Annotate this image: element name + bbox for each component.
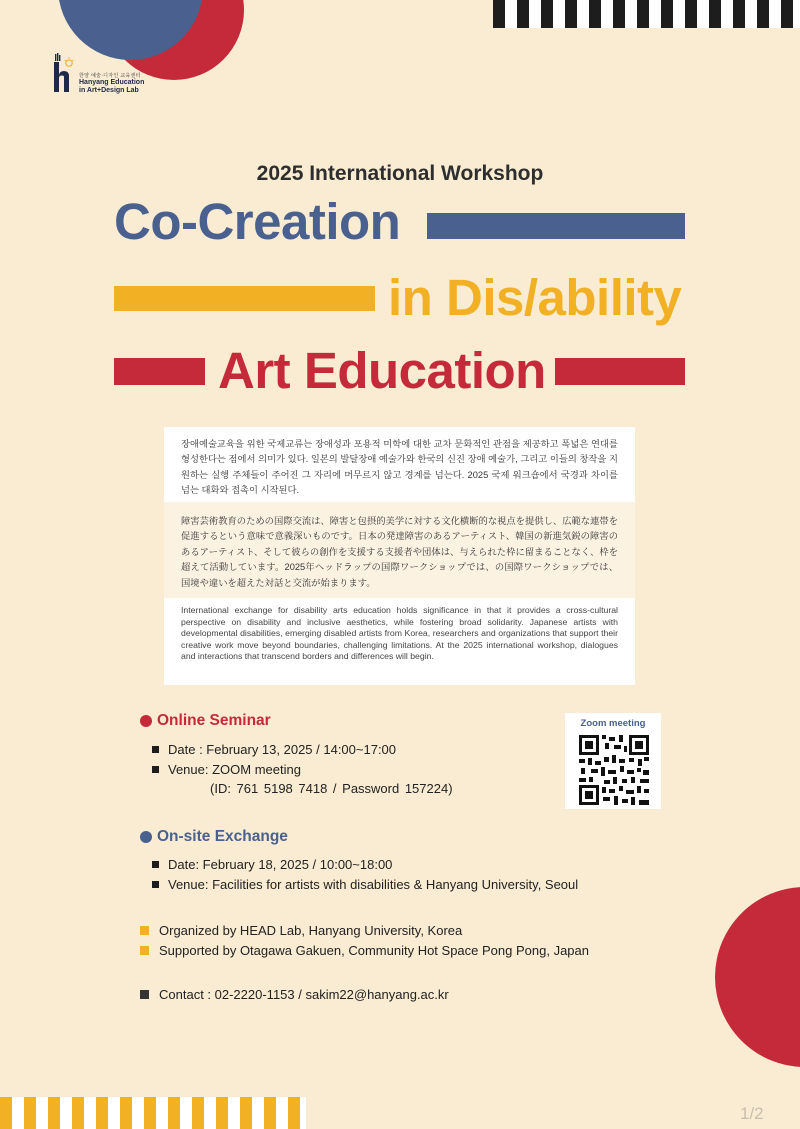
red-dot-icon [140,715,152,727]
onsite-exchange-label: On-site Exchange [157,828,288,845]
yellow-square-icon [140,926,149,935]
logo [52,52,144,94]
online-venue-item [152,762,301,777]
yellow-square-icon [140,946,149,955]
onsite-venue-item [152,877,578,892]
description-box [164,427,635,685]
online-date-item [152,742,396,757]
title-line-3: Art Education [218,342,546,399]
description-english: International exchange for disability arts education holds significance in that it provides a cross-cultural perspective on disability and inclusive aesthetics, while fostering broad solidarity. Japanese artists with developmental disabilities, emerging disabled artists from Korea, researchers and organizations that support their creative work move beyond boundaries, challenging limitations. At the 2025 international workshop, dialogues and interactions that transcend borders and differences will begin. [164,598,635,685]
logo-line1: Hanyang Education [79,79,145,87]
supported-item [140,943,589,958]
dark-square-icon [140,990,149,999]
description-korean: 장애예술교육을 위한 국제교류는 장애성과 포용적 미학에 대한 교차 문화적인 관점을 제공하고 폭넓은 연대를 형성한다는 점에서 의미가 있다. 일본의 발달장애 예술가와 한국의 신진 장애 예술가, 그리고 이들의 창작을 지원하는 실행 주체들이 주어진 그 자리에 머무르지 않고 경계를 넘는다. 2025 국제 워크숍에서 국경과 차이를 넘는 대화와 접촉이 시작된다. [164,427,635,502]
bullet-square-icon [152,766,159,773]
onsite-venue: Venue: Facilities for artists with disabilities & Hanyang University, Seoul [168,877,579,892]
online-venue: Venue: ZOOM meeting [168,762,301,777]
decor-yellow-stripes [0,1097,306,1129]
workshop-subtitle: 2025 International Workshop [256,162,544,185]
qr-card [565,713,661,809]
title-line-1: Co-Creation [114,193,401,250]
decor-red-circle-right [715,887,800,1067]
contact-item [140,987,449,1002]
online-seminar-heading [140,712,271,730]
logo-h-icon [52,52,76,94]
onsite-date-item [152,857,392,872]
online-seminar-label: Online Seminar [157,712,271,729]
title-line-2: in Dis/ability [388,269,682,326]
logo-line2: in Art+Design Lab [79,86,139,94]
bullet-square-icon [152,861,159,868]
blue-dot-icon [140,831,152,843]
page-number: 1/2 [740,1104,764,1123]
description-japanese: 障害芸術教育のための国際交流は、障害と包摂的美学に対する文化横断的な視点を提供し、広範な連帯を促進するという意味で意義深いものです。日本の発達障害のあるアーティスト、韓国の新進気鋭の障害のあるアーティスト、そして彼らの創作を支援する支援者や団体は、与えられた枠に留まることなく、枠を超えて活動しています。2025年ヘッドラップの国際ワークショップでは、の国際ワークショップでは、国境や違いを超えた対話と交流が始まります。 [164,502,635,598]
decor-blue-bar [427,213,685,239]
organized-item [140,923,462,938]
online-date: Date : February 13, 2025 / 14:00~17:00 [168,742,397,757]
contact-text: Contact : 02-2220-1153 / sakim22@hanyang.ac.kr [159,987,449,1002]
bullet-square-icon [152,881,159,888]
onsite-exchange-heading [140,828,288,846]
logo-korean-text: 한양 예술·디자인 교육센터 [79,73,141,80]
supported-text: Supported by Otagawa Gakuen, Community Hot Space Pong Pong, Japan [159,943,589,958]
decor-black-stripes [493,0,800,28]
zoom-id-password: (ID: 761 5198 7418 / Password 157224) [210,781,453,796]
bullet-square-icon [152,746,159,753]
decor-red-bar-left [114,358,205,385]
qr-label: Zoom meeting [580,718,646,729]
organized-text: Organized by HEAD Lab, Hanyang University, Korea [159,923,463,938]
decor-red-bar-right [555,358,685,385]
qr-code-icon[interactable] [579,735,649,805]
onsite-date: Date: February 18, 2025 / 10:00~18:00 [168,857,393,872]
decor-yellow-bar [114,286,375,311]
